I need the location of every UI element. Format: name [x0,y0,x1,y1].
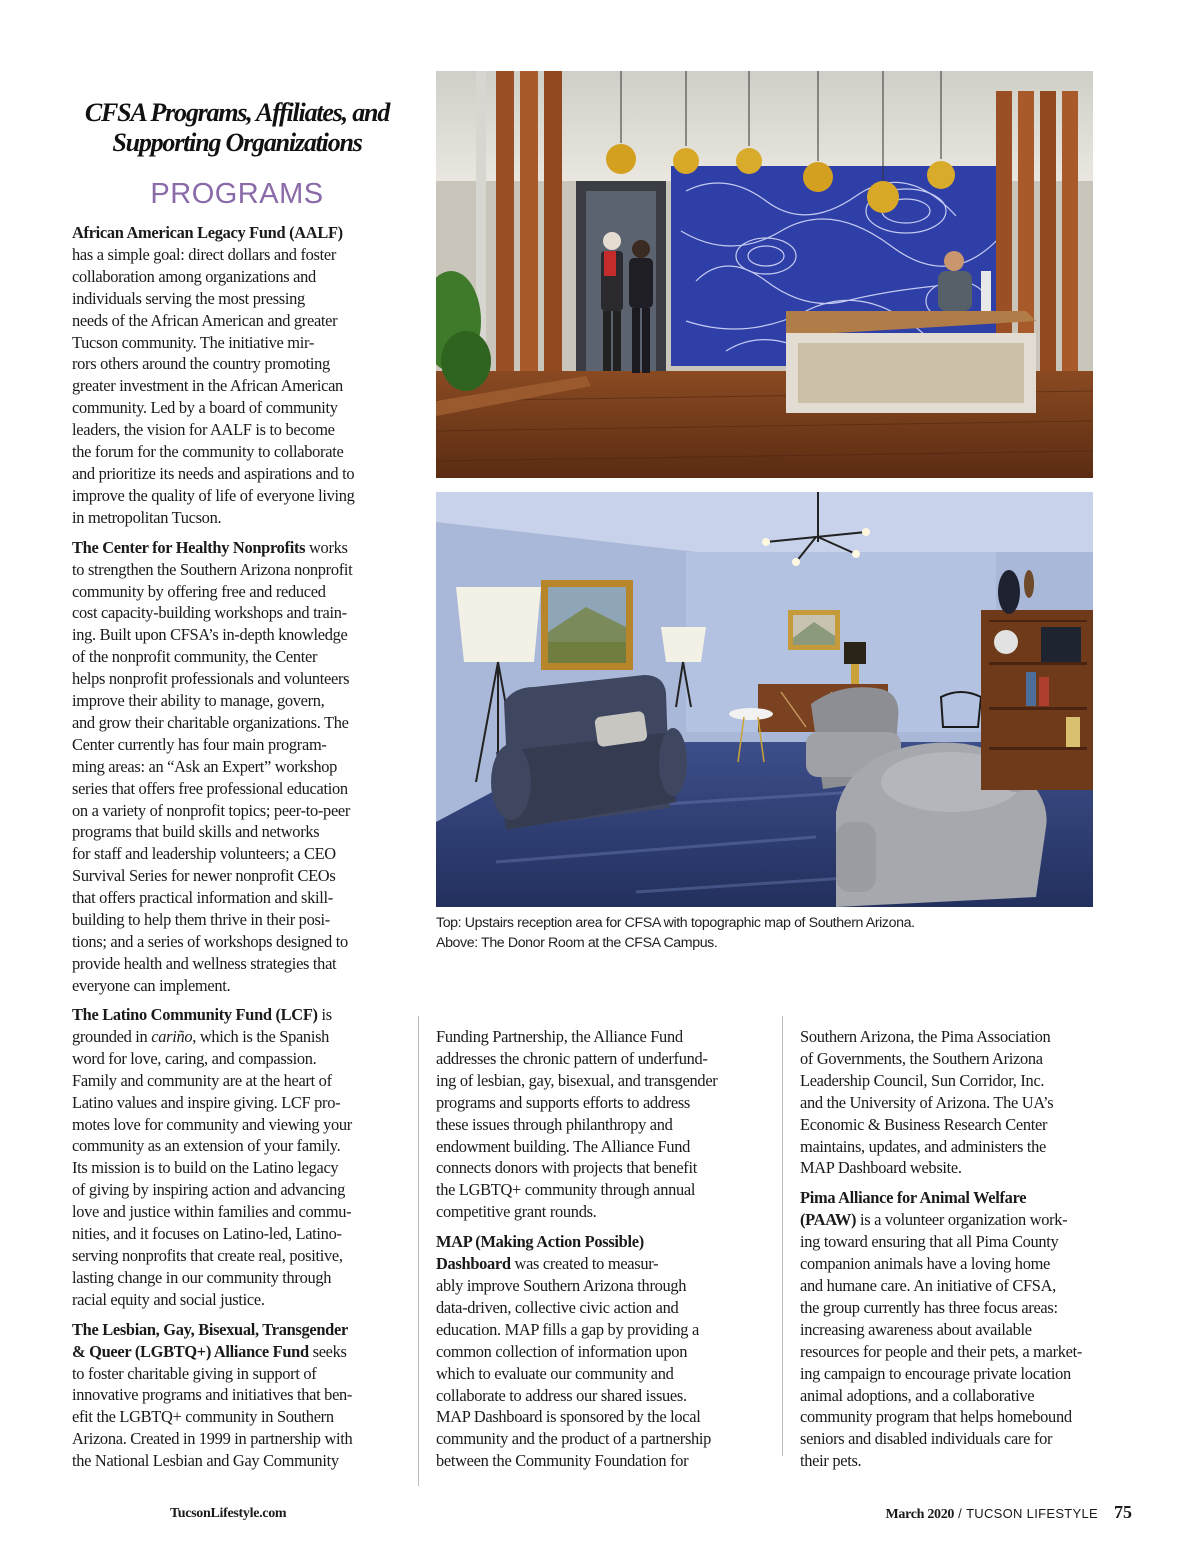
column-1-bottom [72,1004,404,1480]
aalf-line: individuals serving the most pressing [72,288,305,308]
small-painting [788,610,840,650]
section-title: PROGRAMS [150,178,324,210]
footer-website: TucsonLifestyle.com [170,1506,287,1521]
lgbtq-line: innovative programs and initiatives that ben- [72,1385,353,1405]
paaw-line: community program that helps homebound [800,1407,1072,1427]
aalf-line: in metropolitan Tucson. [72,507,222,527]
lgbtq-cont-line: ing of lesbian, gay, bisexual, and transgender [436,1070,718,1090]
chn-line: ming areas: an “Ask an Expert” workshop [72,756,338,776]
footer-date: March 2020 [885,1507,955,1522]
chn-tail: works [305,537,348,557]
aalf-line: leaders, the vision for AALF is to become [72,420,335,440]
aalf-line: needs of the African American and greater [72,310,338,330]
lgbtq-name-2: & Queer (LGBTQ+) Alliance Fund [72,1341,309,1361]
column-divider-2 [782,1016,783,1456]
chn-line: to strengthen the Southern Arizona nonprofit [72,559,353,579]
donor-room-photo [436,492,1093,907]
lgbtq-cont-line: these issues through philanthropy and [436,1114,673,1134]
paaw-line: the group currently has three focus areas: [800,1297,1058,1317]
lcf-line: community as an extension of your family. [72,1136,341,1156]
map-tail: was created to measur- [510,1254,659,1274]
lcf-tail: is [317,1005,332,1024]
aalf-paragraph [72,222,404,529]
map-cont-line: Southern Arizona, the Pima Association [800,1027,1051,1046]
paaw-tail: is a volunteer organization work- [856,1210,1068,1230]
landscape-painting [541,580,633,670]
sofa [491,675,687,830]
aalf-line: has a simple goal: direct dollars and foster [72,244,336,264]
lgbtq-line: the National Lesbian and Gay Community [72,1451,339,1471]
paaw-line: companion animals have a loving home [800,1254,1051,1274]
chn-line: on a variety of nonprofit topics; peer-to-peer [72,800,351,820]
chn-line: building to help them thrive in their posi- [72,910,330,930]
lcf-line2-pre: grounded in [72,1026,152,1046]
paaw-name-1: Pima Alliance for Animal Welfare [800,1188,1027,1208]
footer-folio [885,1502,1132,1523]
map-line: data-driven, collective civic action and [436,1297,679,1317]
lcf-line: lasting change in our community through [72,1267,332,1287]
lgbtq-line: Arizona. Created in 1999 in partnership with [72,1429,353,1449]
map-continued [800,1026,1132,1179]
lcf-line: motes love for community and viewing your [72,1114,352,1134]
map-cont-line: maintains, updates, and administers the [800,1136,1046,1156]
reception-photo [436,71,1093,478]
page-number: 75 [1114,1502,1132,1522]
chn-line: cost capacity-building workshops and train- [72,603,347,623]
column-divider-1 [418,1016,419,1486]
paaw-line: seniors and disabled individuals care for [800,1429,1053,1449]
paaw-line: ing campaign to encourage private location [800,1363,1071,1383]
lcf-line: Family and community are at the heart of [72,1070,332,1090]
lgbtq-continued [436,1026,768,1223]
donor-room-illustration [436,492,1093,907]
lcf-line: serving nonprofits that create real, positive, [72,1245,343,1265]
lcf-name: The Latino Community Fund (LCF) [72,1005,318,1024]
chn-line: community by offering free and reduced [72,581,326,601]
map-name-2: Dashboard [436,1254,511,1274]
aalf-line: improve the quality of life of everyone living [72,485,355,505]
lcf-paragraph [72,1004,404,1311]
bookshelf [981,610,1093,790]
map-cont-line: of Governments, the Southern Arizona [800,1048,1043,1068]
lcf-line: of giving by inspiring action and advancing [72,1180,345,1200]
lgbtq-cont-line: connects donors with projects that benefit [436,1158,697,1178]
map-line: which to evaluate our community and [436,1363,674,1383]
heading-line-2: Supporting Organizations [112,128,362,157]
chn-line: everyone can implement. [72,975,231,995]
map-line: between the Community Foundation for [436,1451,689,1471]
wood-slats-left [496,71,562,401]
aalf-line: rors others around the country promoting [72,354,330,374]
chn-line: Survival Series for newer nonprofit CEOs [72,866,336,886]
map-cont-line: MAP Dashboard website. [800,1158,962,1178]
lcf-carino: cariño [151,1026,193,1046]
lgbtq-cont-line: programs and supports efforts to address [436,1092,690,1112]
paaw-line: ing toward ensuring that all Pima County [800,1232,1059,1252]
lcf-line2-post: , which is the Spanish [192,1026,330,1046]
lcf-line: Latino values and inspire giving. LCF pro- [72,1092,341,1112]
map-line: ably improve Southern Arizona through [436,1275,687,1295]
paaw-line: increasing awareness about available [800,1319,1032,1339]
lcf-line: racial equity and social justice. [72,1289,265,1309]
lgbtq-name-1: The Lesbian, Gay, Bisexual, Transgender [72,1319,348,1339]
lcf-line: word for love, caring, and compassion. [72,1048,317,1068]
paaw-line: resources for people and their pets, a market- [800,1341,1083,1361]
column-1-top [72,222,404,1005]
map-line: MAP Dashboard is sponsored by the local [436,1407,701,1427]
aalf-line: community. Led by a board of community [72,398,338,418]
chn-line: for staff and leadership volunteers; a CEO [72,844,336,864]
map-line: community and the product of a partnership [436,1429,712,1449]
lgbtq-cont-line: endowment building. The Alliance Fund [436,1136,690,1156]
paaw-line: and humane care. An initiative of CFSA, [800,1275,1056,1295]
chn-line: programs that build skills and networks [72,822,320,842]
paaw-name-2: (PAAW) [800,1210,857,1230]
lgbtq-line: to foster charitable giving in support of [72,1363,317,1383]
heading-line-1: CFSA Programs, Affiliates, and [84,98,390,127]
article-heading [72,98,402,158]
aalf-line: the forum for the community to collaborate [72,442,344,462]
footer-separator: / [958,1506,963,1521]
paaw-line: their pets. [800,1451,862,1471]
aalf-name: African American Legacy Fund (AALF) [72,223,343,242]
lcf-line: love and justice within families and commu- [72,1202,352,1222]
map-line: education. MAP fills a gap by providing a [436,1319,699,1339]
chn-line: series that offers free professional education [72,778,348,798]
footer-magazine: TUCSON LIFESTYLE [966,1506,1098,1521]
caption-line-2: Above: The Donor Room at the CFSA Campus. [436,934,718,951]
chn-line: improve their ability to manage, govern, [72,691,325,711]
chn-line: tions; and a series of workshops designed to [72,932,348,951]
chn-line: ing. Built upon CFSA’s in-depth knowledge [72,625,348,645]
aalf-line: greater investment in the African American [72,376,343,396]
lgbtq-line: efit the LGBTQ+ community in Southern [72,1407,334,1427]
chn-line: helps nonprofit professionals and volunteers [72,669,350,689]
lgbtq-cont-line: addresses the chronic pattern of underfund- [436,1048,708,1068]
chn-paragraph [72,537,404,997]
chn-line: provide health and wellness strategies that [72,953,337,973]
column-2 [436,1026,768,1480]
map-cont-line: and the University of Arizona. The UA’s [800,1092,1054,1112]
aalf-line: and prioritize its needs and aspirations and to [72,463,355,483]
map-name-1: MAP (Making Action Possible) [436,1232,644,1252]
lcf-line: Its mission is to build on the Latino legacy [72,1158,339,1178]
chn-name: The Center for Healthy Nonprofits [72,537,306,557]
lgbtq-cont-line: the LGBTQ+ community through annual [436,1180,696,1200]
paaw-paragraph [800,1187,1132,1472]
lgbtq-cont-line: competitive grant rounds. [436,1202,597,1222]
lcf-line: nities, and it focuses on Latino-led, Latino- [72,1224,342,1244]
lgbtq-cont-line: Funding Partnership, the Alliance Fund [436,1027,683,1046]
aalf-line: collaboration among organizations and [72,266,316,286]
caption-line-1: Top: Upstairs reception area for CFSA with topographic map of Southern Arizona. [436,915,915,931]
map-paragraph [436,1231,768,1472]
map-line: collaborate to address our shared issues. [436,1385,687,1405]
lgbtq-tail: seeks [308,1341,347,1361]
reception-illustration [436,71,1093,478]
map-line: common collection of information upon [436,1341,688,1361]
chn-line: that offers practical information and skill- [72,888,333,908]
photo-caption [436,914,1096,953]
column-3 [800,1026,1132,1480]
map-cont-line: Leadership Council, Sun Corridor, Inc. [800,1070,1045,1090]
chn-line: of the nonprofit community, the Center [72,647,318,667]
map-cont-line: Economic & Business Research Center [800,1114,1048,1134]
aalf-line: Tucson community. The initiative mir- [72,332,315,352]
chn-line: Center currently has four main program- [72,734,327,754]
paaw-line: animal adoptions, and a collaborative [800,1385,1035,1405]
chn-line: and grow their charitable organizations. The [72,712,349,732]
lgbtq-paragraph [72,1319,404,1472]
